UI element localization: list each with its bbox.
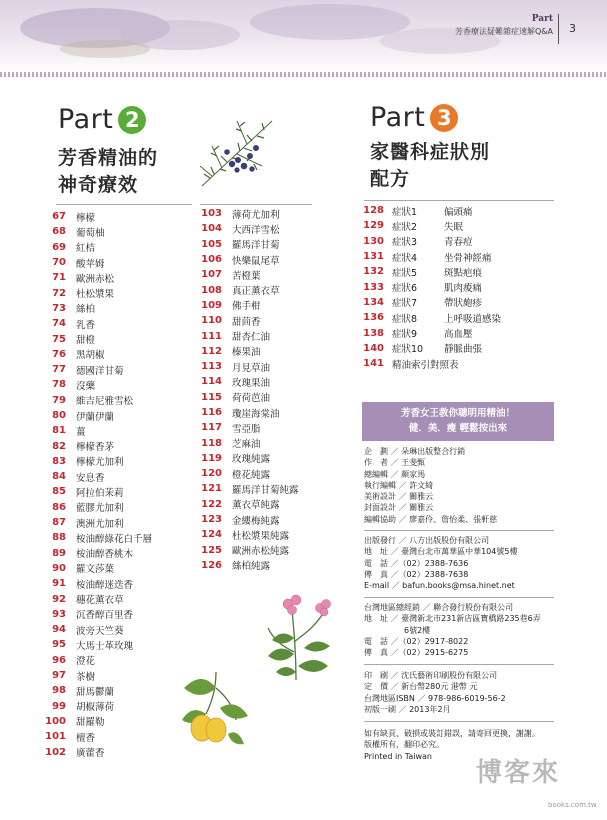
toc-symptom-name: 斑點疤痕: [444, 267, 483, 279]
toc-entry: [200, 328, 299, 343]
toc-entry: [200, 527, 299, 542]
toc-page-number: 124: [201, 529, 222, 541]
toc-title: 玫瑰果油: [232, 377, 271, 389]
toc-page-number: 110: [201, 315, 222, 327]
toc-title: 絲柏純露: [232, 561, 271, 573]
toc-page-number: 132: [363, 266, 384, 278]
toc-entry: [44, 607, 152, 622]
toc-symptom-name: 帶狀皰疹: [444, 298, 483, 310]
toc-title: 波旁天竺葵: [76, 625, 124, 637]
toc-title: 大西洋雪松: [232, 224, 280, 236]
toc-symptom-name: 偏頭痛: [444, 206, 473, 218]
toc-entry: [200, 374, 299, 389]
toc-entry: [44, 500, 152, 515]
toc-entry: [44, 546, 152, 561]
toc-title: 沒藥: [76, 380, 96, 392]
toc-title: 澳洲尤加利: [76, 518, 124, 530]
credit-line: 地 址 ／ 臺灣台北市萬華區中華104號5樓: [364, 547, 518, 557]
toc-title: 大馬士革玫瑰: [76, 640, 134, 652]
toc-part2-column2: [200, 206, 299, 573]
toc-entry: [44, 576, 152, 591]
toc-entry: [44, 331, 152, 346]
credit-line: 電 話 ／（02）2917-8022: [364, 636, 469, 646]
toc-title: 阿拉伯茉莉: [76, 487, 124, 499]
credit-line: 6號2樓: [364, 625, 431, 635]
distributor-rule: [364, 664, 554, 665]
toc-page-number: 89: [52, 547, 66, 559]
toc-title: 羅文莎葉: [76, 564, 115, 576]
toc-entry: [44, 637, 152, 652]
toc-page-number: 76: [52, 348, 66, 360]
toc-title: 紅桔: [76, 243, 96, 255]
toc-entry: [44, 316, 152, 331]
toc-entry: [44, 285, 152, 300]
credit-line: 封面設計 ／ 關雅云: [364, 503, 434, 513]
toc-entry: [44, 469, 152, 484]
credit-line: Printed in Taiwan: [364, 751, 432, 761]
credit-line: 執行編輯 ／ 許文綺: [364, 480, 434, 490]
toc-entry: [200, 221, 299, 236]
toc-page-number: 73: [52, 302, 66, 314]
toc-title: 甜馬鬱蘭: [76, 686, 115, 698]
toc-title: 杜松漿果純露: [232, 530, 290, 542]
toc-title: 絲柏: [76, 304, 96, 316]
toc-entry: [200, 497, 299, 512]
toc-title: 德國洋甘菊: [76, 365, 124, 377]
toc-title: 酸苹姆: [76, 258, 105, 270]
toc-page-number: 138: [363, 327, 384, 339]
toc-symptom-label: 症狀6: [392, 283, 418, 295]
toc-symptom-label: 症狀2: [392, 221, 418, 233]
toc-page-number: 109: [201, 299, 222, 311]
toc-symptom-name: 靜脈曲張: [444, 344, 483, 356]
toc-title: 瓊崖海棠油: [232, 408, 280, 420]
toc-title: 穗花薰衣草: [76, 595, 124, 607]
toc-title: 檸檬: [76, 212, 96, 224]
part2-col1-rule: [56, 204, 192, 205]
toc-page-number: 96: [52, 654, 66, 666]
toc-page-number: 121: [201, 483, 222, 495]
toc-entry: [362, 341, 501, 356]
credit-line: 地 址 ／ 臺灣新北市231新店區寶橋路235巷6弄: [364, 614, 541, 624]
toc-entry: [44, 408, 152, 423]
toc-page-number: 68: [52, 226, 66, 238]
toc-title: 伊蘭伊蘭: [76, 411, 115, 423]
toc-page-number: 74: [52, 318, 66, 330]
toc-entry: [44, 454, 152, 469]
toc-page-number: 126: [201, 559, 222, 571]
toc-page-number: 118: [201, 437, 222, 449]
toc-symptom-label: 症狀5: [392, 267, 418, 279]
toc-title: 羅馬洋甘菊純露: [232, 484, 299, 496]
toc-entry: [200, 313, 299, 328]
toc-title: 羅馬洋甘菊: [232, 240, 280, 252]
toc-entry: [362, 295, 501, 310]
toc-entry: [44, 515, 152, 530]
toc-page-number: 98: [52, 685, 66, 697]
print-info-block: [364, 670, 506, 715]
toc-entry: [200, 451, 299, 466]
toc-page-number: 117: [201, 422, 222, 434]
credit-line: 台灣地區ISBN ／ 978-986-6019-56-2: [364, 693, 506, 703]
toc-entry: [362, 279, 501, 294]
toc-entry: [44, 301, 152, 316]
toc-page-number: 79: [52, 394, 66, 406]
toc-page-number: 75: [52, 333, 66, 345]
part3-number-badge: 3: [430, 104, 458, 132]
credit-line: 傳 真 ／（02）2915-6275: [364, 648, 469, 658]
toc-entry: [200, 206, 299, 221]
toc-page-number: 111: [201, 330, 222, 342]
toc-page-number: 83: [52, 455, 66, 467]
toc-page-number: 119: [201, 452, 222, 464]
toc-entry: [200, 435, 299, 450]
toc-part3: [362, 203, 501, 371]
toc-entry: [200, 267, 299, 282]
toc-entry: [362, 310, 501, 325]
toc-entry: [44, 438, 152, 453]
toc-entry: [44, 729, 152, 744]
toc-page-number: 107: [201, 269, 222, 281]
toc-title: 甜橙: [76, 335, 96, 347]
toc-entry: [200, 481, 299, 496]
credit-line: 電 話 ／（02）2388-7636: [364, 558, 469, 568]
toc-page-number: 70: [52, 257, 66, 269]
part2-col2-rule: [200, 204, 312, 205]
toc-symptom-name: 坐骨神經痛: [444, 252, 492, 264]
toc-page-number: 77: [52, 364, 66, 376]
toc-entry: [200, 420, 299, 435]
toc-entry: [362, 264, 501, 279]
toc-page-number: 106: [201, 254, 222, 266]
toc-title: 杜松漿果: [76, 289, 115, 301]
credit-line: E-mail ／ bafun.books@msa.hinet.net: [364, 581, 515, 591]
toc-entry: [44, 255, 152, 270]
toc-title: 黑胡椒: [76, 350, 105, 362]
part2-title: [58, 104, 146, 135]
toc-title: 葡萄柚: [76, 227, 105, 239]
toc-entry: [44, 744, 152, 759]
toc-page-number: 95: [52, 639, 66, 651]
toc-page-number: 101: [45, 731, 66, 743]
toc-title: 歐洲赤松純露: [232, 546, 290, 558]
toc-entry: [200, 512, 299, 527]
toc-page-number: 116: [201, 407, 222, 418]
toc-title: 桉油醇香桃木: [76, 549, 134, 561]
toc-entry: [200, 543, 299, 558]
toc-title: 雪亞脂: [232, 423, 261, 435]
toc-title: 檀香: [76, 732, 96, 744]
toc-entry: [44, 362, 152, 377]
toc-entry: [44, 530, 152, 545]
toc-part2-column1: [44, 209, 152, 760]
toc-symptom-label: 症狀9: [392, 329, 418, 341]
toc-entry: [200, 298, 299, 313]
toc-entry: [44, 423, 152, 438]
toc-entry: [44, 484, 152, 499]
watermark-logo: 博客來: [476, 758, 561, 788]
toc-symptom-name: 失眠: [444, 221, 464, 233]
toc-title: 歐洲赤松: [76, 273, 115, 285]
toc-page-number: 102: [45, 746, 66, 758]
toc-entry: [44, 377, 152, 392]
toc-page-number: 81: [52, 425, 66, 437]
toc-page-number: 82: [52, 440, 66, 452]
toc-page-number: 104: [201, 223, 222, 235]
toc-title: 檸檬香茅: [76, 442, 115, 454]
toc-page-number: 130: [363, 235, 384, 247]
toc-page-number: 87: [52, 517, 66, 529]
toc-symptom-name: 青春痘: [444, 237, 473, 249]
toc-page-number: 114: [201, 376, 222, 388]
toc-entry: [44, 240, 152, 255]
promo-box: [362, 402, 554, 441]
credit-line: 初版一刷 ／ 2013年2月: [364, 704, 451, 714]
toc-symptom-label: 症狀3: [392, 237, 418, 249]
toc-page-number: 86: [52, 501, 66, 513]
toc-page-number: 140: [363, 342, 384, 354]
toc-title: 甜茴香: [232, 316, 261, 328]
toc-entry: [362, 203, 501, 218]
part2-heading: 芳香精油的 神奇療效: [58, 147, 159, 196]
toc-entry: [44, 561, 152, 576]
credits-block: [364, 446, 497, 525]
juniper-illustration: [192, 106, 284, 198]
toc-title: 甜杏仁油: [232, 332, 271, 344]
toc-title: 佛手柑: [232, 301, 261, 313]
part2-number-badge: 2: [118, 106, 146, 134]
toc-title: 快樂鼠尾草: [232, 255, 280, 267]
header-stripe: [0, 72, 607, 77]
toc-entry: [200, 405, 299, 420]
toc-symptom-label: 症狀4: [392, 252, 418, 264]
toc-page-number: 134: [363, 296, 384, 308]
toc-page-number: 72: [52, 287, 66, 299]
toc-entry: [44, 714, 152, 729]
toc-title: 真正薰衣草: [232, 286, 280, 298]
toc-entry: [44, 209, 152, 224]
publisher-block: [364, 535, 517, 591]
toc-entry: [44, 347, 152, 362]
toc-title: 月見草油: [232, 362, 271, 374]
toc-page-number: 112: [201, 345, 222, 357]
toc-symptom-label: 症狀10: [392, 344, 424, 356]
toc-symptom-label: 症狀1: [392, 206, 418, 218]
credit-line: 出版發行 ／ 八方出版股份有限公司: [364, 536, 490, 545]
credit-line: 如有缺頁、破損或裝訂錯誤，請寄回更換，謝謝。: [364, 729, 540, 738]
toc-title: 桉油醇綠花白千層: [76, 533, 153, 545]
toc-page-number: 67: [52, 211, 66, 223]
toc-title: 桉油醇迷迭香: [76, 579, 134, 591]
toc-title: 玫瑰純露: [232, 454, 271, 466]
credit-line: 作 者 ／ 王斐甄: [364, 458, 426, 468]
header-subtitle: 芳香療法疑難雜症速解Q&A: [454, 27, 553, 36]
toc-title: 榛果油: [232, 347, 261, 359]
toc-symptom-label: 症狀8: [392, 313, 418, 325]
toc-entry: [44, 591, 152, 606]
toc-page-number: 103: [201, 208, 222, 220]
toc-entry: [44, 653, 152, 668]
toc-title: 茶樹: [76, 671, 96, 683]
toc-page-number: 129: [363, 220, 384, 232]
toc-page-number: 136: [363, 312, 384, 324]
toc-entry: [44, 393, 152, 408]
toc-page-number: 133: [363, 281, 384, 293]
toc-page-number: 71: [52, 272, 66, 284]
toc-entry: [44, 622, 152, 637]
part2-word: Part: [58, 104, 114, 135]
credit-line: 總編輯 ／ 顏家馬: [364, 469, 426, 479]
toc-title: 乳香: [76, 319, 96, 331]
credits-rule: [364, 530, 554, 531]
credit-line: 企 劃 ／ 朵琳出版整合行銷: [364, 447, 466, 456]
toc-page-number: 123: [201, 514, 222, 526]
toc-entry: [200, 359, 299, 374]
toc-entry: [200, 237, 299, 252]
toc-page-number: 113: [201, 361, 222, 373]
toc-page-number: 88: [52, 532, 66, 544]
watermark-url: books.com.tw: [548, 801, 597, 809]
toc-entry: [200, 344, 299, 359]
toc-entry: [200, 466, 299, 481]
geranium-illustration: [258, 582, 342, 682]
part3-rule: [364, 200, 554, 201]
toc-title: 沉香醇百里香: [76, 610, 134, 622]
lemon-illustration: [176, 668, 252, 758]
toc-title: 荷荷芭油: [232, 393, 271, 405]
credit-line: 版權所有，翻印必究。: [364, 740, 444, 750]
toc-entry: [44, 699, 152, 714]
toc-entry: [44, 224, 152, 239]
toc-title: 藍膠尤加利: [76, 503, 124, 515]
part3-title: [370, 102, 458, 133]
credit-line: 定 價 ／ 新台幣280元 港幣 元: [364, 682, 478, 692]
toc-entry: [362, 325, 501, 340]
header-part-label: Part: [531, 14, 553, 24]
toc-page-number: 69: [52, 241, 66, 253]
toc-symptom-name: 肌肉痠痛: [444, 283, 483, 295]
toc-title: 薰衣草純露: [232, 500, 280, 512]
print-rule: [364, 721, 554, 722]
toc-page-number: 90: [52, 562, 66, 574]
toc-page-number: 92: [52, 593, 66, 605]
toc-page-number: 122: [201, 498, 222, 510]
part3-word: Part: [370, 102, 426, 133]
credit-line: 印 刷 ／ 沈氏藝術印刷股份有限公司: [364, 671, 498, 680]
toc-entry: [44, 270, 152, 285]
part3-heading: 家醫科症狀別 配方: [370, 141, 491, 190]
toc-title: 苦橙葉: [232, 270, 261, 282]
toc-title: 芝麻油: [232, 439, 261, 451]
toc-page-number: 105: [201, 238, 222, 250]
toc-page-number: 120: [201, 468, 222, 480]
toc-page-number: 128: [363, 205, 384, 217]
toc-entry: [362, 218, 501, 233]
toc-symptom-name: 高血壓: [444, 329, 473, 341]
toc-page-number: 94: [52, 624, 66, 636]
toc-entry: [362, 249, 501, 264]
toc-entry: [200, 282, 299, 297]
toc-page-number: 131: [363, 251, 384, 263]
toc-page-number: 99: [52, 700, 66, 712]
toc-title: 薄荷尤加利: [232, 209, 280, 221]
toc-title: 維吉尼雅雪松: [76, 396, 134, 408]
toc-title: 檸檬尤加利: [76, 457, 124, 469]
toc-title: 胡椒薄荷: [76, 702, 115, 714]
toc-title: 甜羅勒: [76, 717, 105, 729]
toc-entry: [362, 356, 501, 371]
toc-entry: [200, 390, 299, 405]
page-number: 3: [569, 22, 576, 35]
toc-title: 橙花純露: [232, 469, 271, 481]
toc-title: 金縷梅純露: [232, 515, 280, 527]
credit-line: 台灣地區總經銷 ／ 聯合發行股份有限公司: [364, 603, 514, 612]
header-divider: [558, 14, 559, 44]
toc-symptom-name: 上呼吸道感染: [444, 313, 502, 325]
toc-page-number: 141: [363, 358, 384, 370]
toc-entry: [362, 234, 501, 249]
toc-entry: [44, 683, 152, 698]
toc-page-number: 100: [45, 715, 66, 727]
toc-page-number: 93: [52, 608, 66, 620]
toc-title: 澄花: [76, 656, 96, 668]
toc-page-number: 97: [52, 670, 66, 682]
toc-page-number: 108: [201, 284, 222, 296]
toc-title: 安息香: [76, 472, 105, 484]
toc-page-number: 84: [52, 471, 66, 483]
toc-page-number: 80: [52, 410, 66, 421]
toc-entry: [200, 252, 299, 267]
toc-entry: [44, 668, 152, 683]
credit-line: 傳 真 ／（02）2388-7638: [364, 569, 469, 579]
distributor-block: [364, 602, 541, 658]
toc-page-number: 78: [52, 379, 66, 391]
toc-page-number: 91: [52, 578, 66, 590]
promo-line1: 芳香女王教你聰明用精油！: [400, 408, 515, 419]
toc-symptom-label: 症狀7: [392, 298, 418, 310]
toc-page-number: 115: [201, 391, 222, 403]
toc-page-number: 85: [52, 486, 66, 498]
toc-title: 廣藿香: [76, 748, 105, 760]
toc-title: 薑: [76, 426, 86, 438]
toc-page-number: 125: [201, 544, 222, 556]
promo-line2: 健．美．瘦 輕鬆按出來: [408, 423, 508, 434]
credit-line: 編輯協助 ／ 廖嘉伶、詹怡柔、張軒慈: [364, 514, 498, 524]
toc-entry: [200, 558, 299, 573]
toc-symptom-label: 精油索引對照表: [392, 359, 459, 371]
publisher-rule: [364, 597, 554, 598]
credit-line: 美術設計 ／ 關雅云: [364, 492, 434, 502]
